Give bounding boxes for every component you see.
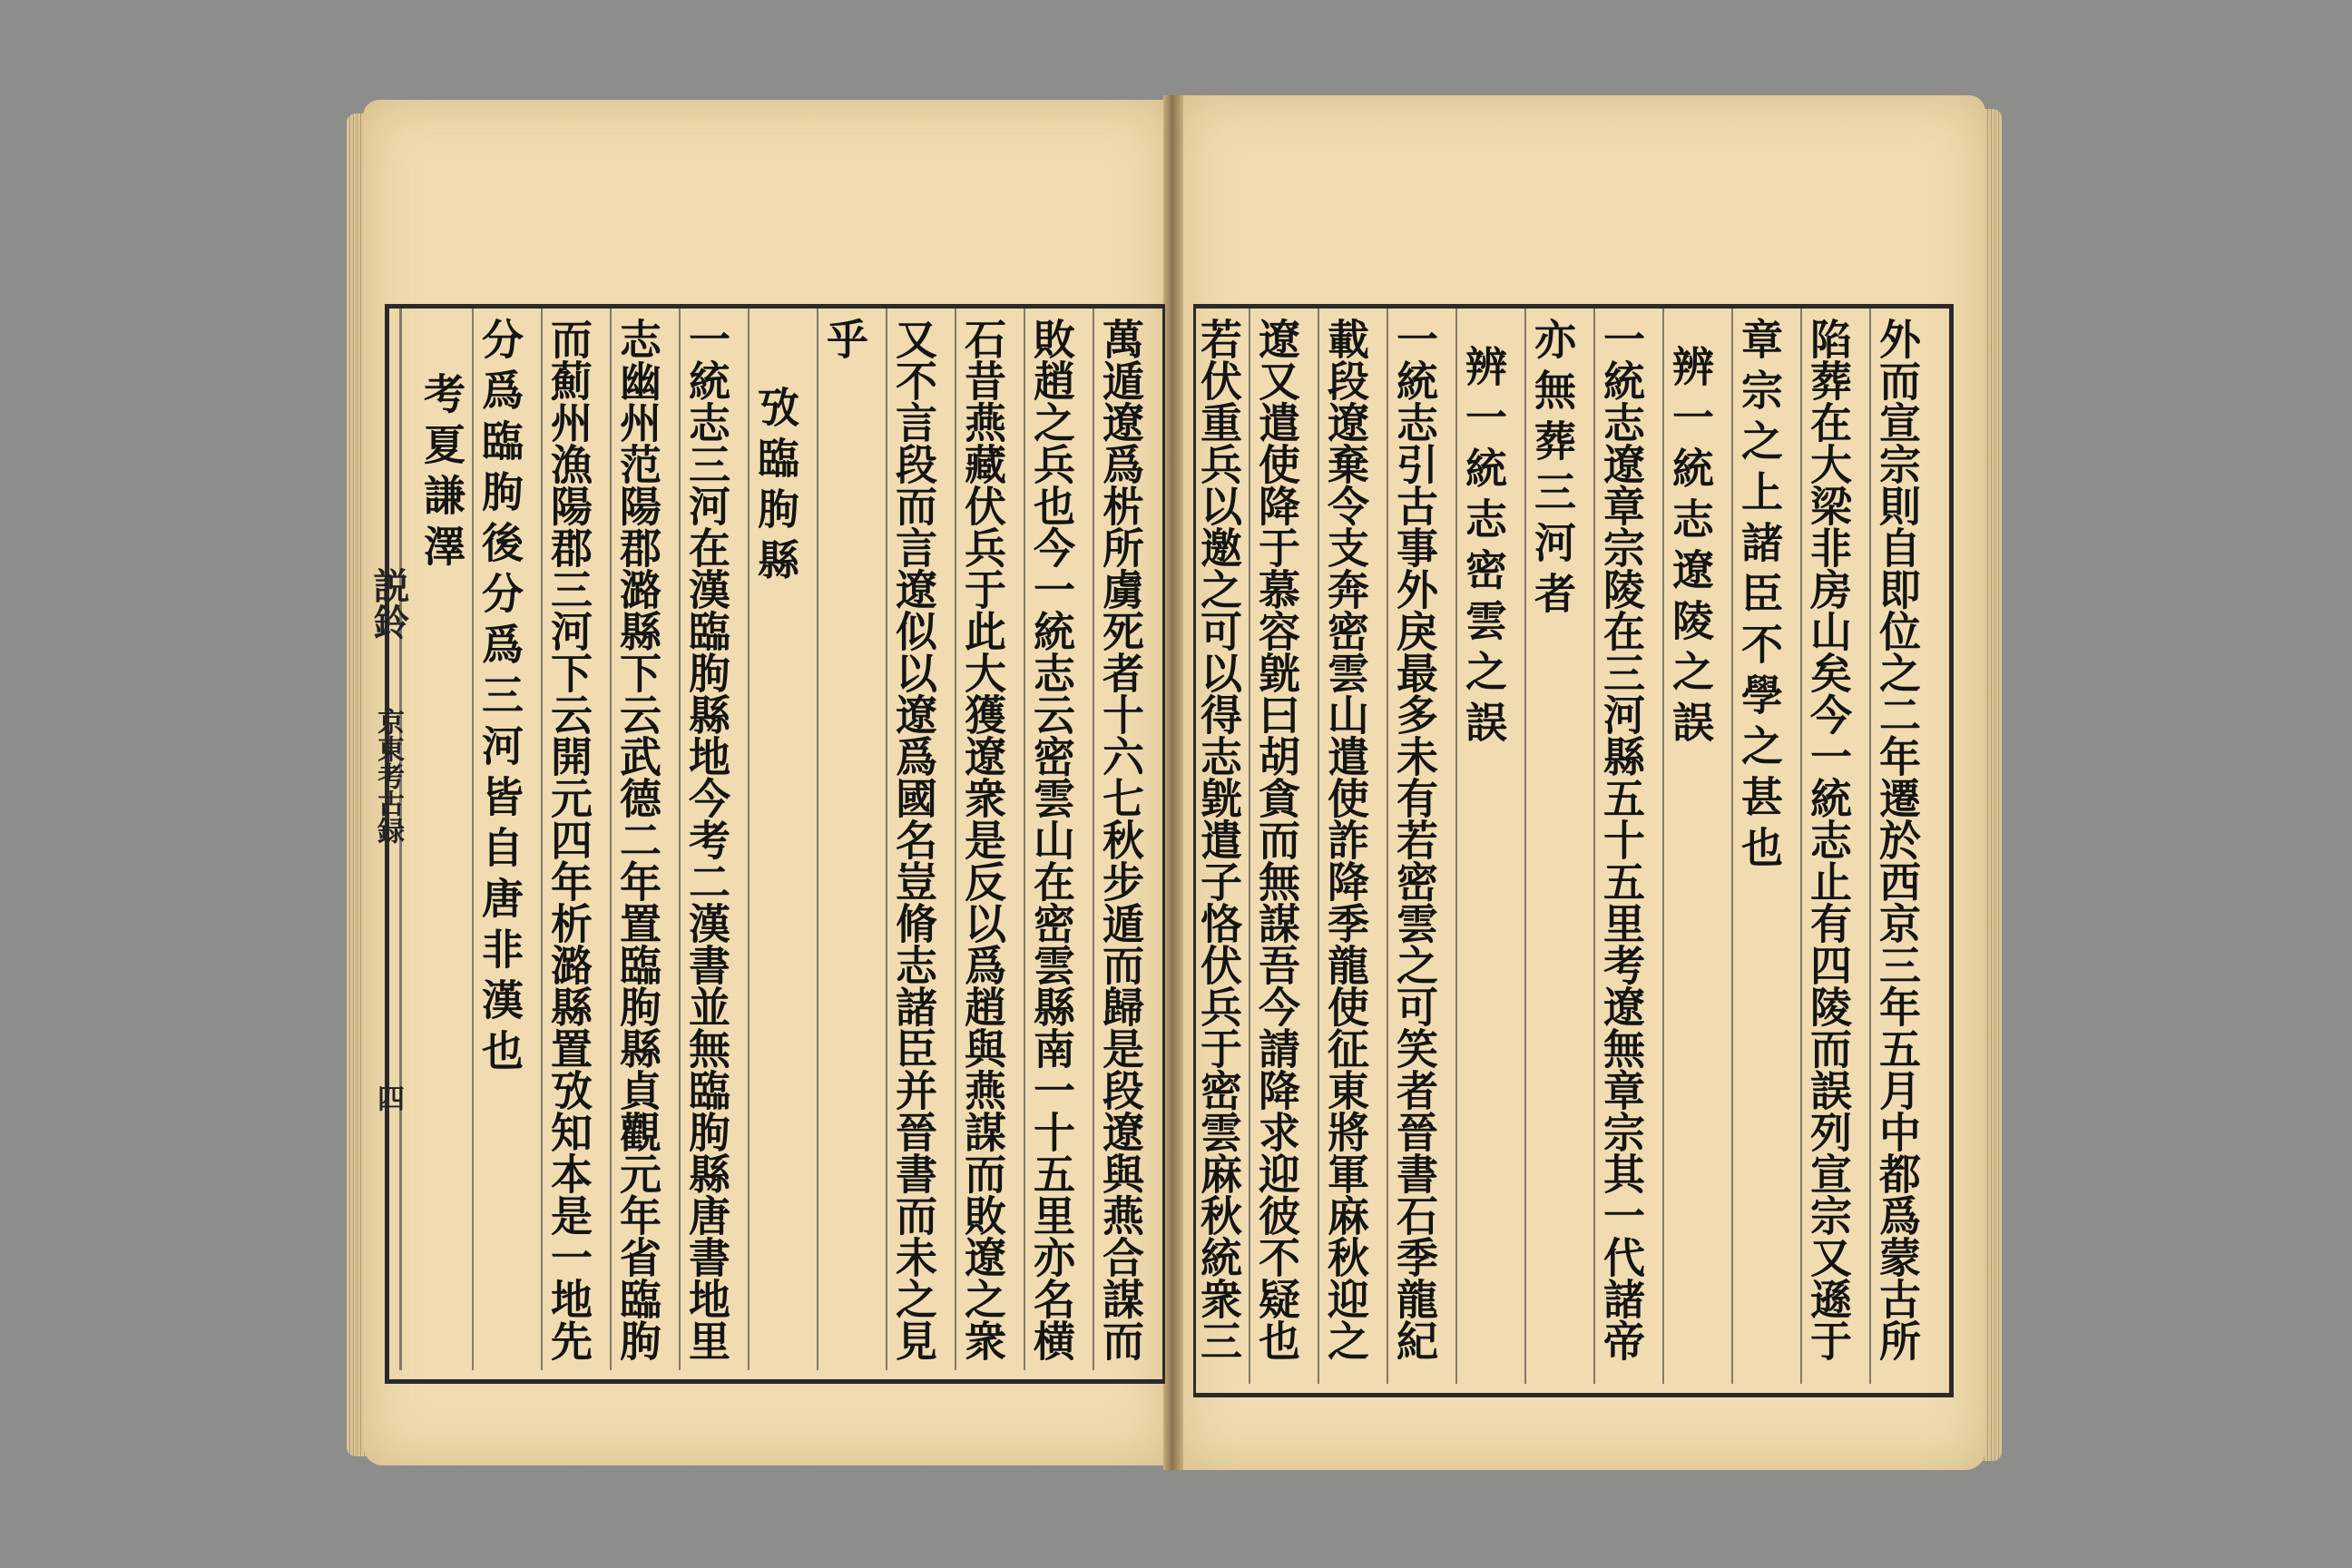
text-column: 亦無葬三河者: [1528, 318, 1577, 622]
column-rule: [817, 309, 818, 1370]
column-rule: [472, 309, 474, 1370]
text-column: 敗趙之兵也今一統志云密雲山在密雲縣南一十五里亦名横: [1027, 318, 1076, 1361]
section-heading: 辨一統志遼陵之誤: [1666, 345, 1715, 751]
column-rule: [610, 309, 612, 1370]
text-column: 石昔燕藏伏兵于此大獲遼衆是反以爲趙與燕謀而敗遼之衆: [958, 318, 1007, 1361]
column-rule: [1318, 309, 1319, 1384]
column-rule: [748, 309, 750, 1370]
chapter-title: 京東考古録: [372, 708, 404, 844]
text-column: 遼又遣使降于慕容皝曰胡貪而無謀吾今請降求迎彼不疑也: [1252, 318, 1301, 1361]
text-column: 一統志遼章宗陵在三河縣五十五里考遼無章宗其一代諸帝: [1597, 318, 1646, 1361]
book-title: 説鈴: [368, 567, 410, 640]
text-column: 陷葬在大梁非房山矣今一統志止有四陵而誤列宣宗又遜于: [1804, 318, 1853, 1361]
text-column: 載段遼棄令支奔密雲山遣使詐降季龍使征東將軍麻秋迎之: [1321, 318, 1370, 1361]
text-column: 志幽州范陽郡潞縣下云武德二年置臨朐縣貞觀元年省臨朐: [613, 318, 662, 1361]
text-column: 分爲臨朐後分爲三河皆自唐非漢也: [475, 318, 524, 1080]
text-column: 外而宣宗則自即位之二年遷於西京三年五月中都爲蒙古所: [1873, 318, 1922, 1361]
column-rule: [1455, 309, 1457, 1384]
text-column: 若伏重兵以邀之可以得志皝遣子恪伏兵于密雲麻秋統衆三: [1194, 318, 1243, 1361]
text-column: 章宗之上諸臣不學之甚也: [1735, 318, 1784, 877]
column-rule: [955, 309, 956, 1370]
column-rule: [1731, 309, 1733, 1384]
page-number: 四: [372, 1084, 404, 1112]
column-rule: [1869, 309, 1871, 1384]
column-rule: [541, 309, 543, 1370]
book-gutter: [1163, 95, 1183, 1470]
column-rule: [679, 309, 681, 1370]
column-rule: [1800, 309, 1802, 1384]
column-rule: [1662, 309, 1664, 1384]
column-rule: [1593, 309, 1595, 1384]
section-heading: 攷臨朐縣: [751, 386, 800, 589]
text-column: 又不言段而言遼似以遼爲國名豈脩志諸臣并晉書而未之見: [889, 318, 938, 1361]
column-rule: [1387, 309, 1388, 1384]
column-rule: [1249, 309, 1250, 1384]
text-column: 乎: [820, 318, 869, 368]
text-column: 而薊州漁陽郡三河下云開元四年析潞縣置攷知本是一地先: [544, 318, 593, 1361]
column-rule: [1093, 309, 1094, 1370]
column-rule: [1524, 309, 1526, 1384]
text-column: 一統志引古事外戾最多未有若密雲之可笑者晉書石季龍紀: [1390, 318, 1439, 1361]
section-heading: 考夏謙澤: [417, 372, 466, 575]
text-column: 一統志三河在漢臨朐縣地今考二漢書並無臨朐縣唐書地里: [682, 318, 731, 1361]
section-heading: 辨一統志密雲之誤: [1459, 345, 1508, 751]
column-rule: [886, 309, 887, 1370]
column-rule: [1024, 309, 1025, 1370]
text-column: 萬遁遼爲㭊所虜死者十六七秋步遁而歸是段遼與燕合謀而: [1096, 318, 1145, 1361]
